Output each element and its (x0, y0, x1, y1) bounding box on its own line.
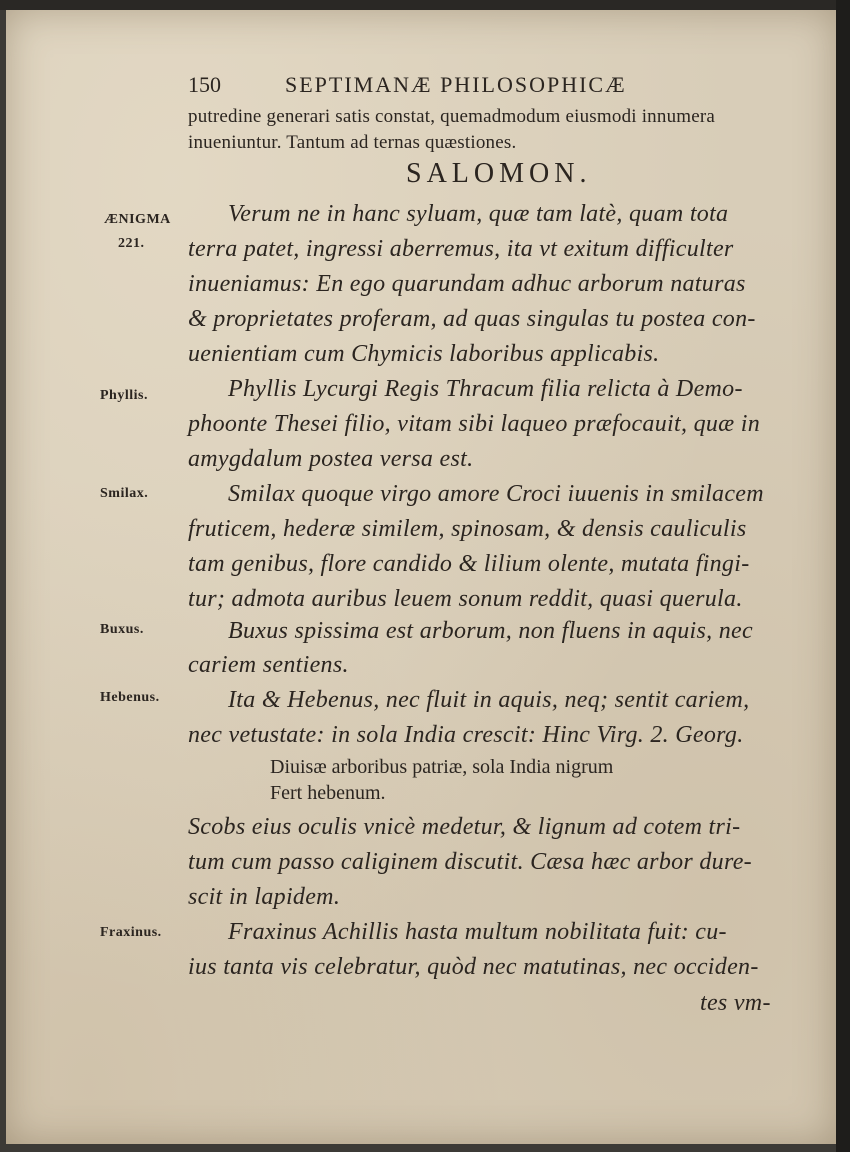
margin-note-fraxinus: Fraxinus. (100, 925, 162, 940)
body-line: scit in lapidem. (188, 884, 341, 910)
body-line: uenientiam cum Chymicis laboribus applicabis. (188, 341, 660, 367)
body-line: & proprietates proferam, ad quas singulas tu postea con- (188, 306, 756, 332)
body-line: Phyllis Lycurgi Regis Thracum filia relicta à Demo- (228, 376, 743, 402)
running-title: SEPTIMANÆ PHILOSOPHICÆ (285, 72, 627, 97)
margin-note-smilax: Smilax. (100, 486, 149, 501)
body-line: Ita & Hebenus, nec fluit in aquis, neq; sentit cariem, (228, 687, 750, 713)
verse-quote-line: Diuisæ arboribus patriæ, sola India nigrum (270, 756, 614, 778)
body-line: nec vetustate: in sola India crescit: Hinc Virg. 2. Georg. (188, 722, 744, 748)
scan-right-edge (836, 0, 850, 1152)
catchword: tes vm- (700, 990, 771, 1016)
scan-top-edge (0, 0, 850, 10)
margin-note-buxus: Buxus. (100, 622, 144, 637)
intro-line: putredine generari satis constat, quemadmodum eiusmodi innumera (188, 106, 716, 127)
margin-note-aenigma-number: 221. (118, 236, 145, 251)
body-line: ius tanta vis celebratur, quòd nec matutinas, nec occiden- (188, 954, 759, 980)
body-line: tam genibus, flore candido & lilium olente, mutata fingi- (188, 551, 750, 577)
body-line: tum cum passo caliginem discutit. Cæsa hæc arbor dure- (188, 849, 752, 875)
verse-quote-line: Fert hebenum. (270, 782, 386, 804)
body-line: cariem sentiens. (188, 652, 349, 678)
body-line: Fraxinus Achillis hasta multum nobilitata fuit: cu- (228, 919, 727, 945)
body-line: Smilax quoque virgo amore Croci iuuenis in smilacem (228, 481, 764, 507)
speaker-heading: SALOMON. (406, 158, 592, 189)
intro-line: inueniuntur. Tantum ad ternas quæstiones. (188, 132, 517, 153)
page-number: 150 (188, 72, 221, 97)
margin-note-aenigma: ÆNIGMA (104, 212, 171, 227)
body-line: Verum ne in hanc syluam, quæ tam latè, quam tota (228, 201, 729, 227)
body-line: fruticem, hederæ similem, spinosam, & densis cauliculis (188, 516, 747, 542)
body-line: amygdalum postea versa est. (188, 446, 474, 472)
body-line: Buxus spissima est arborum, non fluens in aquis, nec (228, 618, 753, 644)
margin-note-hebenus: Hebenus. (100, 690, 160, 705)
margin-note-phyllis: Phyllis. (100, 388, 148, 403)
body-line: inueniamus: En ego quarundam adhuc arborum naturas (188, 271, 746, 297)
body-line: tur; admota auribus leuem sonum reddit, quasi querula. (188, 586, 743, 612)
body-line: Scobs eius oculis vnicè medetur, & lignum ad cotem tri- (188, 814, 741, 840)
body-line: phoonte Thesei filio, vitam sibi laqueo præfocauit, quæ in (188, 411, 761, 437)
body-line: terra patet, ingressi aberremus, ita vt exitum difficulter (188, 236, 734, 262)
